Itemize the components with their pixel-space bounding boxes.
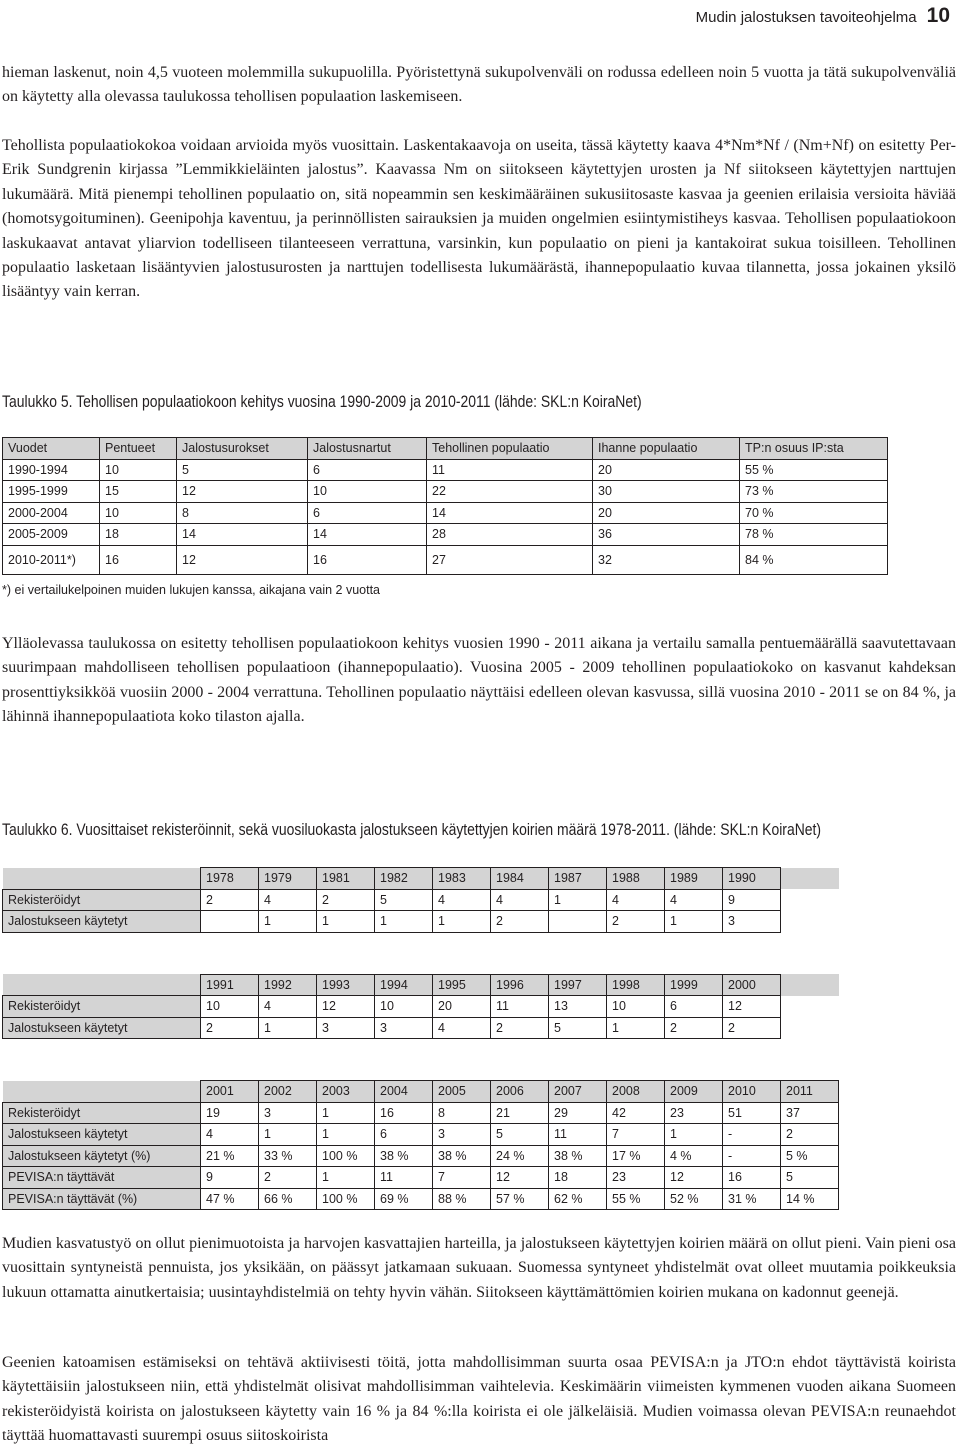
table6-cell: 5 [375,889,433,911]
table6-year-cell: 1996 [491,974,549,996]
table5-cell: 30 [593,481,740,503]
table-row [3,911,839,933]
table6-cell: 1 [317,1102,375,1124]
table6-cell: 1 [375,911,433,933]
table6-gap [3,1039,839,1081]
table6-cell: 29 [549,1102,607,1124]
table6-spacer [3,932,839,974]
table6-cell: 1 [317,1124,375,1146]
table6-year-cell: 2007 [549,1081,607,1103]
table6-row-label: Rekisteröidyt [3,889,201,911]
table6-year-cell: 2010 [723,1081,781,1103]
table6-cell: 69 % [375,1188,433,1210]
table6-year-cell: 1989 [665,868,723,890]
table6-cell: 14 % [781,1188,839,1210]
table6-cell: 9 [723,889,781,911]
table6-cell: 88 % [433,1188,491,1210]
table6-cell: 21 % [201,1145,259,1167]
table5-cell: 16 [100,545,177,574]
table6-year-cell: 2004 [375,1081,433,1103]
table6-cell: 55 % [607,1188,665,1210]
table6-cell: 3 [723,911,781,933]
table6-year-cell: 2011 [781,1081,839,1103]
table5-cell: 11 [427,459,593,481]
table6-year-cell: 1987 [549,868,607,890]
table-row [3,502,888,524]
paragraph-gene-loss: Geenien katoamisen estämiseksi on tehtävä aktiivisesti töitä, jotta mahdollisimman suurta osaa PEVISA:n ja JTO:n ehdot täyttävistä koirista käytettäisiin jalostukseen niin, että yhdistelmät olisivat mahdollisimman vaihtelevia. Keskimäärin viimeisten kymmenen vuoden aikana Suomeen rekisteröidyistä koirista on jalostukseen käytetty vain 16 % ja 84 %:lla koirista ei ole jälkeläisiä. Mudien voimassa olevan PEVISA:n reunaehdot täyttää huomattavasti suurempi osuus siitoskoirista [2,1354,956,1445]
table5-cell: 6 [308,502,427,524]
table6-cell: 4 [665,889,723,911]
table6-caption: Taulukko 6. Vuosittaiset rekisteröinnit, sekä vuosiluokasta jalostukseen käytettyjen koirien määrä 1978-2011. (lähde: SKL:n KoiraNet) [2,820,822,839]
table6-corner-cell [3,974,201,996]
table6-year-cell: 2006 [491,1081,549,1103]
table6-cell: 1 [317,911,375,933]
table5-header-cell: Vuodet [3,438,100,460]
table6-year-cell: 1995 [433,974,491,996]
table6-cell: 2 [201,889,259,911]
table6-cell: 57 % [491,1188,549,1210]
table6-year-cell: 2003 [317,1081,375,1103]
table6-cell: 9 [201,1167,259,1189]
table5-cell: 6 [308,459,427,481]
table5-header-row [3,438,888,460]
table6-corner-cell [3,1081,201,1103]
table6-cell: 2 [259,1167,317,1189]
table5-cell: 16 [308,545,427,574]
table5-cell: 78 % [740,524,888,546]
table6-year-cell: 2002 [259,1081,317,1103]
table6-row-label: PEVISA:n täyttävät (%) [3,1188,201,1210]
table6-cell: 16 [375,1102,433,1124]
table6-cell: 2 [607,911,665,933]
table6-cell: 4 [491,889,549,911]
table5-cell: 5 [177,459,308,481]
table6-cell: 37 [781,1102,839,1124]
table6-year-cell: 2000 [723,974,781,996]
table6-cell: 1 [433,911,491,933]
table6-cell: 31 % [723,1188,781,1210]
table6-years-row [3,974,839,996]
table6-cell: 10 [607,996,665,1018]
table6-cell: 24 % [491,1145,549,1167]
table6-year-cell: 1992 [259,974,317,996]
table6-cell: 2 [491,1017,549,1039]
table6-gap [3,932,839,974]
table5-cell: 14 [177,524,308,546]
table6-cell: - [723,1124,781,1146]
table5-header-cell: Tehollinen populaatio [427,438,593,460]
table5-cell: 10 [308,481,427,503]
table6-cell: 51 [723,1102,781,1124]
table6-cell: 2 [781,1124,839,1146]
table6-cell: 8 [433,1102,491,1124]
table5-cell: 10 [100,502,177,524]
table6-row-label: Rekisteröidyt [3,996,201,1018]
table6-cell: 4 % [665,1145,723,1167]
table6-cell: 12 [317,996,375,1018]
table6-year-cell: 2009 [665,1081,723,1103]
table6-cell: 6 [665,996,723,1018]
table6-year-cell: 1988 [607,868,665,890]
table5-header-cell: Jalostusnartut [308,438,427,460]
table-row [3,1017,839,1039]
table6-cell: 19 [201,1102,259,1124]
table6-cell: 2 [723,1017,781,1039]
table5-cell: 55 % [740,459,888,481]
table6-year-cell: 2005 [433,1081,491,1103]
table6-years-row [3,868,839,890]
table6-year-cell: 1982 [375,868,433,890]
table6 [2,867,839,1210]
table6-year-cell: 1990 [723,868,781,890]
table6-year-cell: 1993 [317,974,375,996]
table5-header-cell: Pentueet [100,438,177,460]
table6-cell: 100 % [317,1145,375,1167]
table6-cell: 3 [259,1102,317,1124]
table6-cell: 7 [607,1124,665,1146]
table6-cell: 23 [607,1167,665,1189]
table6-empty-cell [781,996,839,1018]
table5-cell: 2005-2009 [3,524,100,546]
table5-cell: 70 % [740,502,888,524]
table6-cell: 4 [433,889,491,911]
paragraph-table5-summary: Ylläolevassa taulukossa on esitetty tehollisen populaatiokoon kehitys vuosien 1990 - 2011 aikana ja vertailu samalla pentuemäärällä saavutettavaan suurimpaan mahdolliseen tehollisen populaatioon (ihannepopulaatio). Vuosina 2005 - 2009 tehollinen populaatiokoko on kasvanut kahdeksan prosenttiyksikköä vuosiin 2000 - 2004 verrattuna. Tehollinen populaatio näyttäisi edelleen olevan kasvussa, sillä vuosina 2010 - 2011 se on 84 %, ja lähinnä ihannepopulaatiota koko tilaston ajalla. [2,635,956,726]
table6-year-cell: 1983 [433,868,491,890]
table6-cell: 10 [375,996,433,1018]
table5-cell: 73 % [740,481,888,503]
table6-year-cell: 1998 [607,974,665,996]
table6-cell: 3 [317,1017,375,1039]
table6-cell: 38 % [549,1145,607,1167]
table6-year-cell: 1981 [317,868,375,890]
table6-cell: 3 [375,1017,433,1039]
table-row [3,1145,839,1167]
table6-year-cell: 2008 [607,1081,665,1103]
table5-cell: 12 [177,545,308,574]
table6-year-cell: 1979 [259,868,317,890]
table6-cell: 66 % [259,1188,317,1210]
table-row [3,545,888,574]
table6-year-cell: 1994 [375,974,433,996]
table6-cell: 17 % [607,1145,665,1167]
table6-cell: 1 [259,1124,317,1146]
table6-cell: 38 % [433,1145,491,1167]
table6-cell: 38 % [375,1145,433,1167]
table5-cell: 8 [177,502,308,524]
table6-empty-cell [781,868,839,890]
paragraph-effective-population: Tehollista populaatiokokoa voidaan arvioida myös vuosittain. Laskentakaavoja on useita, tässä käytetty kaava 4*Nm*Nf / (Nm+Nf) on esitetty Per-Erik Sundgrenin kirjassa ”Lemmikkieläinten jalostus”. Kaavassa Nm on siitokseen käytettyjen urosten ja Nf siitokseen käytettyjen narttujen lukumäärä. Mitä pienempi tehollinen populaatio on, sitä nopeammin sen keskimääräinen sukusiitosaste kasvaa ja geenien erilaisia versioita häviää (homotsygoituminen). Geenipohja kaventuu, ja perinnöllisten sairauksien ja muiden ongelmien esiintymistiheys kasvaa. Tehollisen populaatiokoon laskukaavat antavat yliarvion todelliseen tilanteeseen verrattuna, varsinkin, kun populaatio on pieni ja kantakoirat sukua toisilleen. Tehollinen populaatio lasketaan lisääntyvien jalostusurosten ja narttujen todellisesta lukumäärästä, ihannepopulaatio kuvaa tilannetta, jossa jokainen yksilö lisääntyy vain kerran. [2,137,956,301]
table6-cell: 1 [317,1167,375,1189]
table6-cell: 100 % [317,1188,375,1210]
table6-cell: 5 % [781,1145,839,1167]
table6-row-label: Jalostukseen käytetyt [3,1017,201,1039]
table6-cell: 1 [665,911,723,933]
table5-cell: 28 [427,524,593,546]
table5-cell: 1990-1994 [3,459,100,481]
table6-row-label: Jalostukseen käytetyt (%) [3,1145,201,1167]
table6-cell: 4 [259,996,317,1018]
table6-cell: 6 [375,1124,433,1146]
table6-cell: 12 [491,1167,549,1189]
table6-year-cell: 1984 [491,868,549,890]
table6-row-label: Jalostukseen käytetyt [3,1124,201,1146]
table6-cell: 33 % [259,1145,317,1167]
table5-header-cell: TP:n osuus IP:sta [740,438,888,460]
table6-cell: 11 [549,1124,607,1146]
table5-cell: 84 % [740,545,888,574]
document-title: Mudin jalostuksen tavoiteohjelma [695,9,917,26]
table6-cell: 3 [433,1124,491,1146]
table6-cell [549,911,607,933]
table5-cell: 36 [593,524,740,546]
table6-cell: 7 [433,1167,491,1189]
table6-cell: 2 [491,911,549,933]
table6-corner-cell [3,868,201,890]
table6-cell: 42 [607,1102,665,1124]
table6-spacer [3,1039,839,1081]
table-row [3,1124,839,1146]
table5-cell: 20 [593,459,740,481]
table-row [3,889,839,911]
table6-cell: 21 [491,1102,549,1124]
table6-cell: 11 [491,996,549,1018]
table6-cell: 5 [491,1124,549,1146]
table6-cell: 13 [549,996,607,1018]
table6-cell: 47 % [201,1188,259,1210]
table6-cell: 62 % [549,1188,607,1210]
table5-cell: 22 [427,481,593,503]
table5-cell: 2010-2011*) [3,545,100,574]
table6-cell: - [723,1145,781,1167]
table6-empty-cell [781,1017,839,1039]
paragraph-generation-interval: hieman laskenut, noin 4,5 vuoteen molemmilla sukupuolilla. Pyöristettynä sukupolvenväli on rodussa edelleen noin 5 vuotta ja tätä sukupolvenväliä on käytetty alla olevassa taulukossa tehollisen populaation laskemiseen. [2,64,956,106]
page-number: 10 [926,4,950,27]
table6-cell: 4 [201,1124,259,1146]
table6-cell: 11 [375,1167,433,1189]
table6-cell: 5 [549,1017,607,1039]
table6-cell: 1 [259,911,317,933]
table5 [2,437,888,575]
table5-cell: 2000-2004 [3,502,100,524]
page-header [696,4,950,28]
table5-cell: 15 [100,481,177,503]
table6-cell: 18 [549,1167,607,1189]
table6-year-cell: 1991 [201,974,259,996]
table6-cell: 2 [665,1017,723,1039]
table6-cell: 20 [433,996,491,1018]
table6-cell: 1 [549,889,607,911]
table5-cell: 14 [427,502,593,524]
table5-header-cell: Ihanne populaatio [593,438,740,460]
table6-cell: 4 [433,1017,491,1039]
table6-cell: 4 [607,889,665,911]
table6-cell: 1 [607,1017,665,1039]
table6-cell: 1 [665,1124,723,1146]
table5-cell: 10 [100,459,177,481]
table-row [3,1167,839,1189]
table6-cell: 12 [723,996,781,1018]
table-row [3,996,839,1018]
table6-cell: 5 [781,1167,839,1189]
table6-empty-cell [781,974,839,996]
paragraph-breeding-history: Mudien kasvatustyö on ollut pienimuotoista ja harvojen kasvattajien harteilla, ja jalostukseen käytettyjen koirien määrä on ollut pieni. Vain pieni osa vuosittain syntyneistä pennuista, jos yksikään, on päässyt jatkamaan sukuaan. Suomessa syntyneet yhdistelmät ovat olleet muutamia poikkeuksia lukuun ottamatta ainutkertaisia; uusintayhdistelmiä on tehty hyvin vähän. Siitokseen käyttämättömien koirien mukana on kadonnut geenejä. [2,1235,956,1301]
table6-year-cell: 1978 [201,868,259,890]
table5-cell: 20 [593,502,740,524]
table6-cell: 2 [317,889,375,911]
table6-year-cell: 1999 [665,974,723,996]
table6-cell: 52 % [665,1188,723,1210]
table-row [3,459,888,481]
table6-years-row [3,1081,839,1103]
table5-cell: 14 [308,524,427,546]
table5-caption: Taulukko 5. Tehollisen populaatiokoon kehitys vuosina 1990-2009 ja 2010-2011 (lähde: SKL:n KoiraNet) [2,392,642,411]
table5-cell: 1995-1999 [3,481,100,503]
table6-row-label: Rekisteröidyt [3,1102,201,1124]
table-row [3,481,888,503]
table-row [3,1188,839,1210]
table6-cell: 1 [259,1017,317,1039]
table6-cell: 12 [665,1167,723,1189]
table6-year-cell: 1997 [549,974,607,996]
table6-cell: 4 [259,889,317,911]
table6-cell: 23 [665,1102,723,1124]
table5-footnote: *) ei vertailukelpoinen muiden lukujen kanssa, aikajana vain 2 vuotta [2,583,381,597]
table6-cell: 2 [201,1017,259,1039]
table5-cell: 27 [427,545,593,574]
table5-cell: 32 [593,545,740,574]
table-row [3,1102,839,1124]
table5-cell: 18 [100,524,177,546]
table6-empty-cell [781,911,839,933]
table6-cell [201,911,259,933]
table6-row-label: Jalostukseen käytetyt [3,911,201,933]
table5-cell: 12 [177,481,308,503]
table6-empty-cell [781,889,839,911]
table6-cell: 16 [723,1167,781,1189]
table5-header-cell: Jalostusurokset [177,438,308,460]
table6-year-cell: 2001 [201,1081,259,1103]
table-row [3,524,888,546]
table6-cell: 10 [201,996,259,1018]
table6-row-label: PEVISA:n täyttävät [3,1167,201,1189]
